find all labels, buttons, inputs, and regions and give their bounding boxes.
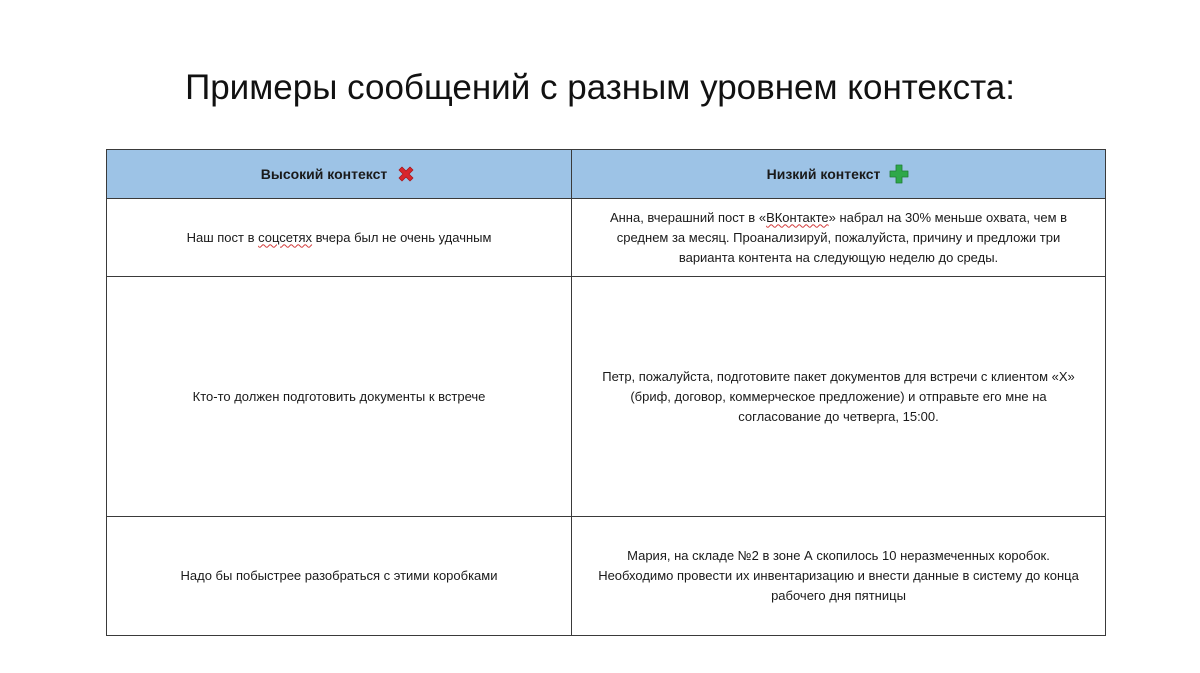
cell-low-context: Петр, пожалуйста, подготовите пакет документов для встречи с клиентом «Х» (бриф, договор, коммерческое предложение) и отправьте его мне на согласование до четверга, 15:00. (572, 277, 1106, 517)
cell-high-context (107, 199, 572, 277)
green-plus-icon (888, 163, 910, 185)
cell-low-context: Мария, на складе №2 в зоне А скопилось 10 неразмеченных коробок. Необходимо провести их инвентаризацию и внести данные в систему до конца рабочего дня пятницы (572, 517, 1106, 636)
comparison-table (106, 149, 1106, 636)
header-high-context (107, 150, 572, 199)
table-row (107, 199, 1106, 277)
header-low-context-label: Низкий контекст (766, 166, 881, 182)
table-row (107, 277, 1106, 517)
cell-text: вчера был не очень удачным (312, 229, 492, 245)
header-low-context (572, 150, 1106, 199)
cell-high-context: Надо бы побыстрее разобраться с этими коробками (107, 517, 572, 636)
cell-low-context (572, 199, 1106, 277)
cell-text: Анна, вчерашний пост в « (609, 209, 767, 225)
spellcheck-word: ВКонтакте (766, 209, 829, 225)
cell-text: Наш пост в (186, 229, 259, 245)
page-title: Примеры сообщений с разным уровнем контекста: (185, 68, 1015, 107)
red-cross-icon (395, 163, 417, 185)
table-header-row (107, 150, 1106, 199)
cell-high-context: Кто-то должен подготовить документы к встрече (107, 277, 572, 517)
cell-text: » набрал на 30% меньше охвата, чем в среднем за месяц. Проанализируй, пожалуйста, причину и предложи три варианта контента на следующую неделю до среды. (616, 209, 1068, 265)
spellcheck-word: соцсетях (258, 229, 313, 245)
table-row (107, 517, 1106, 636)
header-high-context-label: Высокий контекст (260, 166, 388, 182)
